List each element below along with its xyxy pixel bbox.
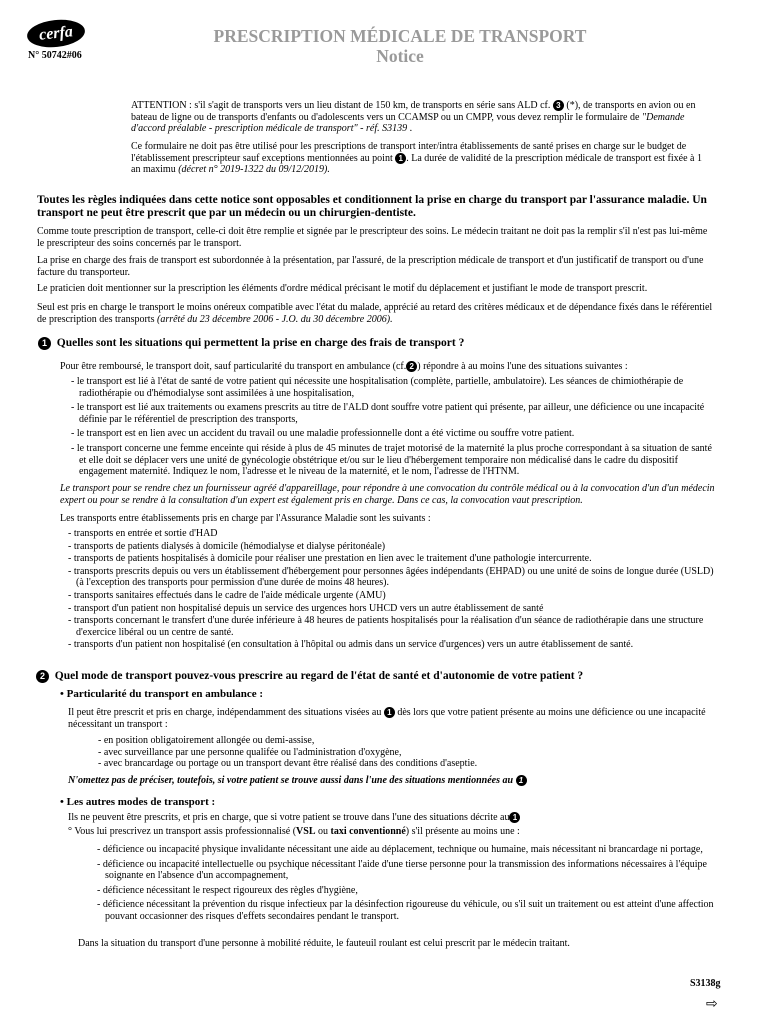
intro-p1: Comme toute prescription de transport, celle-ci doit être remplie et signée par le prescripteur des soins. Le médecin traitant ne doit pas la remplir s'il n'est pas lui-même le prescripteur des soins concernés par le transport. [37, 226, 708, 249]
validity-text-b: . La durée de validité de la prescription médicale de transport est fixée à 1 an maximu [131, 152, 702, 176]
attention-text-b: (*), de transports en avion ou en bateau de ligne ou de transports d'enfants ou d'adolescents vers un CCAMSP ou un CMPP, vous devez remplir le formulaire de [131, 100, 696, 123]
other-modes-list [97, 844, 719, 923]
vsl-text-a: ° Vous lui prescrivez un transport assis professionnalisé ( [68, 826, 297, 837]
intro-p4-text: Seul est pris en charge le transport le moins onéreux compatible avec l'état du malade, apprécié au retard des critères médicaux et de dépendance fixés dans le référentiel de prescription des transports [37, 302, 713, 325]
validity-paragraph [131, 141, 711, 176]
section1-situations-list [71, 376, 719, 478]
ambulance-lead-a: Il peut être prescrit et pris en charge, indépendamment des situations visées au [68, 707, 384, 718]
intro-p4-ref: (arrêté du 23 décembre 2006 - J.O. du 30 décembre 2006). [156, 313, 393, 325]
page-title [120, 26, 680, 66]
ambulance-title: • Particularité du transport en ambulance : [60, 688, 264, 700]
taxi-label: taxi conventionné [330, 826, 406, 837]
list-item: - en position obligatoirement allongée ou demi-assise, [98, 735, 315, 746]
ambulance-note-text: N'omettez pas de préciser, toutefois, si votre patient se trouve aussi dans l'une des situations mentionnées au [68, 775, 514, 786]
title-sub: Notice [376, 46, 424, 66]
list-item: - le transport concerne une femme enceinte qui réside à plus de 45 minutes de trajet motorisé de la maternité la plus proche correspondant à sa situation de santé et elle doit se déplacer vers une unité de gynécologie obstétrique et/ou sur le lieu d'hébergement temporaire non médicalisé dans le cadre du dispositif engagement maternité. Indiquez le nom, l'adresse et le niveau de la maternité, et le nom, l'adresse de l'HTNM. [71, 442, 712, 478]
point-1-icon: 1 [384, 707, 395, 718]
list-item: - transports de patients hospitalisés à domicile pour réaliser une prestation en lien avec le traitement d'une pathologie intercurrente. [68, 553, 592, 565]
list-item: - déficience nécessitant le respect rigoureux des règles d'hygiène, [97, 884, 358, 896]
intro-bold: Toutes les règles indiquées dans cette notice sont opposables et conditionnent la prise en charge du transport par l'assurance maladie. Un transport ne peut être prescrit que par un médecin ou un chirurgien-dentiste. [37, 194, 707, 219]
validity-decree-ref: (décret n° 2019-1322 du 09/12/2019). [178, 164, 330, 176]
ambulance-list [98, 735, 718, 770]
list-item: - déficience ou incapacité physique invalidante nécessitant une aide au déplacement, technique ou humaine, mais nécessitant ni brancardage ni portage, [97, 844, 703, 855]
list-item: - avec surveillance par une personne qualifée ou l'administration d'oxygène, [98, 746, 402, 758]
vsl-text-e: ) s'il présente au moins une : [405, 826, 520, 837]
intro-p4 [37, 302, 717, 325]
list-item: - transports d'un patient non hospitalisé (en consultation à l'hôpital ou admis dans un service d'urgences) vers un autre établissement de santé. [68, 639, 634, 651]
list-item: - le transport est lié à l'état de santé de votre patient qui nécessite une hospitalisation (complète, partielle, ambulatoire). Les séances de chimiothérapie de radiothérapie ou d'hémodialyse sont assimilées à une hospitalisation, [71, 376, 684, 399]
vsl-line [68, 826, 720, 838]
list-item: - déficience nécessitant la prévention du risque infectieux par la désinfection rigoureuse du véhicule, ou s'il suit un traitement ou est atteint d'une affection pouvant occasionner des risques d'effets secondaires pendant le transport. [97, 899, 714, 922]
title-main: PRESCRIPTION MÉDICALE DE TRANSPORT [213, 26, 587, 46]
section2-heading-text: Quel mode de transport pouvez-vous prescrire au regard de l'état de santé et d'autonomie de votre patient ? [54, 670, 584, 682]
point-3-icon: 3 [553, 100, 564, 111]
other-modes-lead-text: Ils ne peuvent être prescrits, et pris en charge, que si votre patient se trouve dans l'une des situations décrite au [68, 812, 510, 823]
attention-text-end: . [407, 123, 413, 135]
section1-lead [60, 361, 720, 373]
section1-lead-a: Pour être remboursé, le transport doit, sauf particularité du transport en ambulance (cf. [60, 361, 407, 372]
point-1-icon: 1 [395, 153, 406, 164]
section2-heading [36, 670, 726, 683]
section1-transfers-list [68, 528, 720, 651]
section1-italic-note: Le transport pour se rendre chez un fournisseur agréé d'appareillage, pour répondre à une convocation du contrôle médical ou à la convocation d'un d'un médecin expert ou pour se rendre à la consultation d'un expert est également pris en charge. Dans ce cas, la convocation vaut prescription. [60, 483, 715, 506]
attention-form-ref: "Demande d'accord préalable - prescription médicale de transport" - réf. S3139 [131, 111, 685, 135]
final-note: Dans la situation du transport d'une personne à mobilité réduite, le fauteuil roulant est celui prescrit par le médecin traitant. [78, 938, 570, 949]
other-modes-lead [68, 812, 720, 824]
attention-text-a: ATTENTION : s'il s'agit de transports vers un lieu distant de 150 km, de transports en série sans ALD cf. [131, 100, 553, 111]
cerfa-logo: cerfa [26, 17, 87, 50]
other-modes-title: • Les autres modes de transport : [60, 796, 216, 808]
point-1-icon: 1 [516, 775, 527, 786]
next-page-arrow-icon[interactable]: ⇨ [706, 996, 718, 1012]
intro-p3: Le praticien doit mentionner sur la prescription les éléments d'ordre médical précisant le motif du déplacement et justifiant le mode de transport prescrit. [37, 283, 648, 294]
list-item: - transports en entrée et sortie d'HAD [68, 528, 218, 539]
vsl-text-c: ou [315, 826, 331, 837]
intro-p2: La prise en charge des frais de transport est subordonnée à la présentation, par l'assuré, de la prescription médicale de transport et d'un justificatif de transport ou d'une facture du transporteur. [37, 255, 704, 278]
point-2-icon: 2 [406, 361, 417, 372]
ambulance-lead [68, 707, 720, 730]
list-item: - avec brancardage ou portage ou un transport devant être réalisé dans des conditions d'aseptie. [98, 758, 478, 770]
list-item: - transports prescrits depuis ou vers un établissement d'hébergement pour personnes âgées indépendants (EHPAD) ou une unité de soins de longue durée (USLD) (à l'exception des transports pour permission d'une durée de moins 48 heures). [68, 565, 714, 589]
ambulance-lead-b: dès lors que votre patient présente au moins une déficience ou une incapacité nécessitant un transport : [68, 707, 706, 730]
section1-heading-text: Quelles sont les situations qui permettent la prise en charge des frais de transport ? [56, 337, 465, 349]
ambulance-note [68, 775, 720, 787]
point-1-icon: 1 [509, 812, 520, 823]
vsl-label: VSL [296, 826, 316, 837]
list-item: - déficience ou incapacité intellectuelle ou psychique nécessitant l'aide d'une tierse personne pour la transmission des informations nécessaires à l'équipe soignante en l'absence d'un accompagnement, [97, 858, 707, 882]
validity-text-a: Ce formulaire ne doit pas être utilisé pour les prescriptions de transport inter/intra établissements de santé prises en charge sur le budget de l'établissement prescripteur sauf exceptions mentionnées au point [131, 141, 687, 164]
list-item: - transports sanitaires effectués dans le cadre de l'aide médicale urgente (AMU) [68, 589, 386, 601]
section2-number-icon: 2 [36, 670, 49, 683]
section1-lead-b: ) répondre à au moins l'une des situations suivantes : [417, 361, 628, 372]
list-item: - le transport est en lien avec un accident du travail ou une maladie professionnelle dont a été victime ou souffre votre patient. [71, 428, 575, 440]
section1-between-lead: Les transports entre établissements pris en charge par l'Assurance Maladie sont les suivants : [60, 513, 431, 524]
form-number: N° 50742#06 [28, 50, 82, 61]
list-item: - le transport est lié aux traitements ou examens prescrits au titre de l'ALD dont souffre votre patient qui présente, par ailleur, une déficience ou une incapacité définie par le référentiel de prescription des transports, [71, 402, 705, 425]
section1-heading [38, 337, 718, 350]
list-item: - transports de patients dialysés à domicile (hémodialyse et dialyse péritonéale) [68, 540, 386, 552]
section1-number-icon: 1 [38, 337, 51, 350]
attention-paragraph [131, 100, 711, 135]
list-item: - transport d'un patient non hospitalisé depuis un service des urgences hors UHCD vers un autre établissement de santé [68, 602, 544, 614]
list-item: - transports concernant le transfert d'une durée inférieure à 48 heures de patients hospitalisés pour la réalisation d'un séance de radiothérapie dans une structure d'exercice libéral ou un centre de santé. [68, 615, 704, 638]
page-code: S3138g [690, 978, 721, 989]
